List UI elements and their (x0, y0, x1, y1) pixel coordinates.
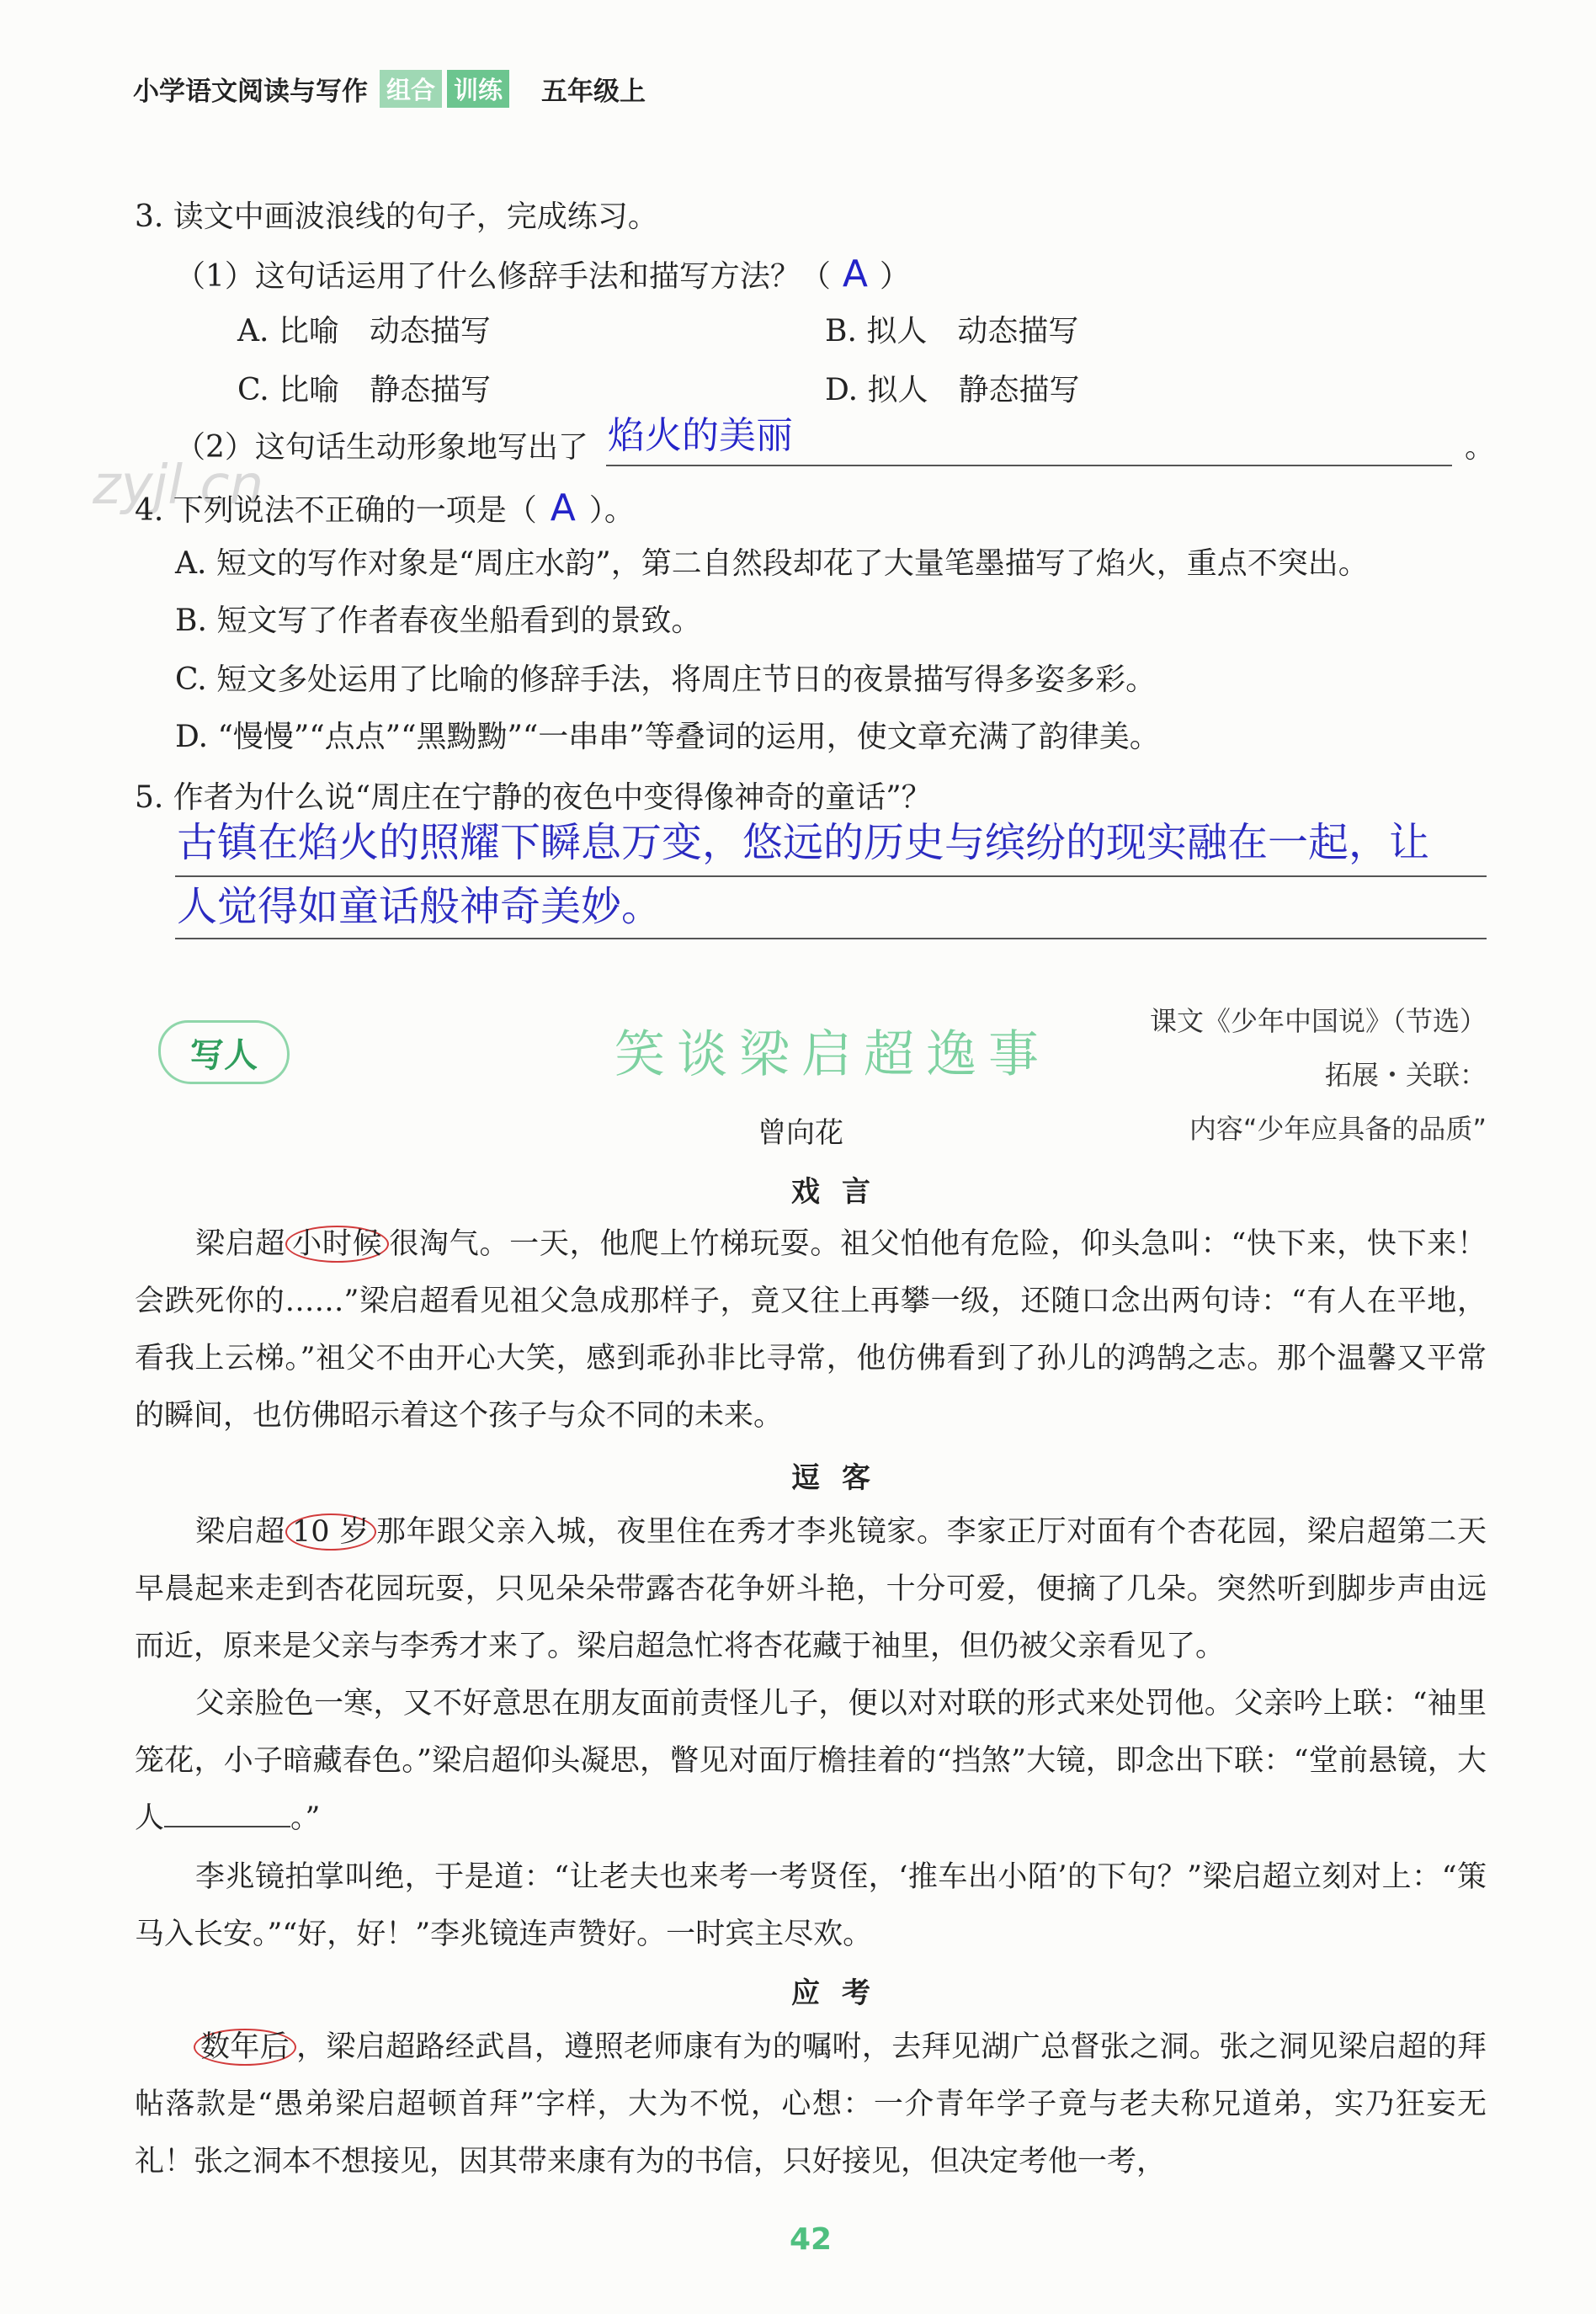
circled-text-xiaoshihou: 小时候 (285, 1226, 389, 1263)
q3-sub2-suffix: 。 (1465, 430, 1496, 465)
paragraph-3 (135, 1675, 1487, 1847)
q3-option-a: A. 比喻 动态描写 (237, 314, 491, 348)
section-title-xiyan: 戏言 (791, 1175, 892, 1209)
p3-end: 。” (290, 1801, 321, 1835)
q3-sub1-prefix: （1）这句话运用了什么修辞手法和描写方法？（ (175, 259, 831, 294)
q5-underline-1 (175, 875, 1487, 877)
q3-sub1 (175, 254, 910, 297)
book-title: 小学语文阅读与写作 (133, 76, 368, 107)
q3-stem: 3. 读文中画波浪线的句子，完成练习。 (135, 199, 658, 234)
tag-xunlian: 训练 (447, 70, 509, 108)
q4-option-a: A. 短文的写作对象是“周庄水韵”，第二自然段却花了大量笔墨描写了焰火，重点不突出。 (175, 546, 1369, 581)
watermark: zyjl.cn (93, 455, 264, 517)
paragraph-5 (135, 2019, 1487, 2190)
q3-option-b: B. 拟人 动态描写 (825, 314, 1079, 348)
article-title: 笑谈梁启超逸事 (614, 1025, 1051, 1084)
q4-option-d: D. “慢慢”“点点”“黑黝黝”“一串串”等叠词的运用，使文章充满了韵律美。 (175, 720, 1160, 754)
q5-underline-2 (175, 938, 1487, 939)
p1-rest: 很淘气。一天，他爬上竹梯玩耍。祖父怕他有危险，仰头急叫：“快下来，快下来！会跌死你的……”梁启超看见祖父急成那样子，竟又往上再攀一级，还随口念出两句诗：“有人在平地，看我上云梯。”祖父不由开心大笑，感到乖孙非比寻常，他仿佛看到了孙儿的鸿鹄之志。那个温馨又平常的瞬间，也仿佛昭示着这个孩子与众不同的未来。 (135, 1227, 1487, 1433)
fill-blank[interactable] (164, 1801, 290, 1827)
q3-sub2-answer: 焰火的美丽 (608, 414, 793, 457)
q5-answer-line2: 人觉得如童话般神奇美妙。 (177, 883, 662, 930)
q4-stem (135, 488, 635, 531)
page-header (133, 67, 646, 109)
section-title-douke: 逗客 (791, 1461, 892, 1495)
grade-label: 五年级上 (541, 76, 646, 107)
page-number: 42 (790, 2222, 833, 2257)
q4-option-c: C. 短文多处运用了比喻的修辞手法，将周庄节日的夜景描写得多姿多彩。 (175, 662, 1157, 697)
p5-rest: ，梁启超路经武昌，遵照老师康有为的嘱咐，去拜见湖广总督张之洞。张之洞见梁启超的拜帖落款是“愚弟梁启超顿首拜”字样，大为不悦，心想：一介青年学子竟与老夫称兄道弟，实乃狂妄无礼！张之洞本不想接见，因其带来康有为的书信，只好接见，但决定考他一考， (135, 2030, 1487, 2178)
paragraph-4: 李兆镜拍掌叫绝，于是道：“让老夫也来考一考贤侄，‘推车出小陌’的下句？”梁启超立刻对上：“策马入长安。”“好，好！”李兆镜连声赞好。一时宾主尽欢。 (135, 1860, 1487, 1951)
q4-answer: A (550, 487, 576, 529)
q3-option-c: C. 比喻 静态描写 (237, 373, 492, 407)
q4-stem-prefix: 4. 下列说法不正确的一项是（ (135, 493, 537, 528)
q3-sub1-answer: A (842, 253, 869, 295)
category-badge: 写人 (158, 1020, 290, 1084)
tag-zuhe: 组合 (380, 70, 442, 108)
q4-stem-suffix: ）。 (588, 493, 635, 528)
q5-stem: 5. 作者为什么说“周庄在宁静的夜色中变得像神奇的童话”？ (135, 780, 932, 815)
article-author: 曾向花 (758, 1116, 843, 1150)
q3-sub1-suffix: ） (880, 259, 911, 294)
q5-answer-line1: 古镇在焰火的照耀下瞬息万变，悠远的历史与缤纷的现实融在一起，让 (177, 819, 1430, 866)
meta-extension: 拓展・关联： (1324, 1059, 1487, 1091)
paragraph-2 (135, 1503, 1487, 1675)
p1-start: 梁启超 (195, 1227, 286, 1261)
section-title-yingkao: 应考 (791, 1976, 892, 2010)
p3-start: 父亲脸色一寒，又不好意思在朋友面前责怪儿子，便以对对联的形式来处罚他。父亲吟上联：“袖里笼花，小子暗藏春色。”梁启超仰头凝思，瞥见对面厅檐挂着的“挡煞”大镜，即念出下联：“堂前悬镜，大人 (135, 1687, 1487, 1835)
circled-text-shunianhou: 数年后 (194, 2029, 296, 2066)
q4-option-b: B. 短文写了作者春夜坐船看到的景致。 (175, 604, 702, 638)
q3-option-d: D. 拟人 静态描写 (825, 373, 1080, 407)
circled-text-10sui: 10 岁 (285, 1513, 376, 1551)
q3-sub2-prefix: （2）这句话生动形象地写出了 (175, 430, 588, 465)
meta-lesson: 课文《少年中国说》（节选） (1149, 1005, 1487, 1037)
p2-start: 梁启超 (195, 1515, 285, 1549)
paragraph-1 (135, 1216, 1487, 1444)
meta-content: 内容“少年应具备的品质” (1189, 1113, 1487, 1145)
p2-rest: 那年跟父亲入城，夜里住在秀才李兆镜家。李家正厅对面有个杏花园，梁启超第二天早晨起来走到杏花园玩耍，只见朵朵带露杏花争妍斗艳，十分可爱，便摘了几朵。突然听到脚步声由远而近，原来是父亲与李秀才来了。梁启超急忙将杏花藏于袖里，但仍被父亲看见了。 (135, 1515, 1487, 1663)
q3-sub2-underline (606, 465, 1452, 466)
